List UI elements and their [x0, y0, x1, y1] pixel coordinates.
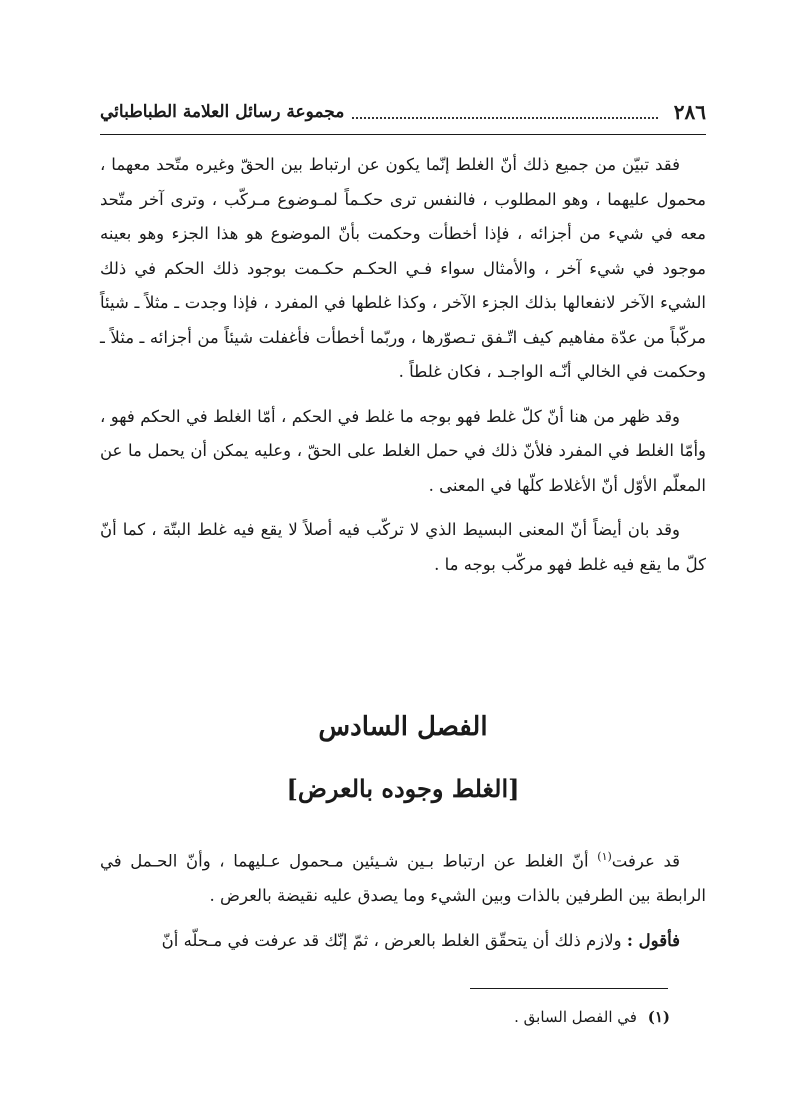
paragraph: وقد بان أيضاً أنّ المعنى البسيط الذي لا تركّب فيه أصلاً لا يقع فيه غلط البتّة ، كما أنّ كلّ ما يقع فيه غلط فهو مركّب بوجه ما .	[100, 520, 706, 574]
page-number: ٢٨٦	[673, 100, 706, 124]
paragraph: فقد تبيّن من جميع ذلك أنّ الغلط إنّما يكون عن ارتباط بين الحقّ وغيره متّحد معهما ، محمول عليهما ، وهو المطلوب ، فالنفس ترى حكـماً لمـوضوع مـركّب ، وترى آخر متّحد معه في شيء من أجزائه ، فإذا أخطأت وحكمت بأنّ الموضوع هو هذا الجزء وهو بعينه موجود في شيء آخر ، والأمثال سواء فـي الحكـم حكـمت بوجود ذلك الحكم في ذلك الشيء الآخر لانفعالها بذلك الجزء الآخر ، وكذا غلطها في المفرد ، فإذا وجدت ـ مثلاً ـ شيئاً مركّباً من عدّة مفاهيم كيف اتّـفق تـصوّرها ، وربّما أخطأت فأغفلت شيئاً من أجزائه ـ مثلاً ـ وحكمت في الخالي أنّـه الواجـد ، فكان غلطاً .	[100, 155, 706, 381]
header-rule	[100, 134, 706, 135]
header-dot-leader	[352, 105, 657, 119]
paragraph: وقد ظهر من هنا أنّ كلّ غلط فهو بوجه ما غلط في الحكم ، أمّا الغلط في الحكم فهو ، وأمّا الغلط في المفرد فلأنّ ذلك في حمل الغلط على الحقّ ، وعليه يمكن أن يحمل ما عن المعلّم الأوّل أنّ الأغلاط كلّها في المعنى .	[100, 406, 706, 495]
chapter-title: الفصل السادس	[318, 712, 488, 742]
running-title: مجموعة رسائل العلامة الطباطبائي	[100, 102, 345, 122]
footnote-rule	[470, 988, 668, 989]
paragraph-text: أنّ الغلط عن ارتباط بـين شـيئين مـحمول عـليهما ، وأنّ الحـمل في الرابطة بين الطرفين بالذات وبين الشيء وما يصدق عليه نقيضة بالعرض .	[100, 851, 706, 905]
footnote-marker: (١)	[647, 1008, 670, 1026]
section-title: [الغلط وجوده بالعرض]	[286, 774, 520, 803]
page-header	[100, 92, 706, 132]
paragraph	[100, 924, 706, 959]
paragraph	[100, 840, 706, 914]
lead-word: فأقول :	[626, 930, 680, 950]
section-text	[100, 840, 706, 968]
paragraph-text: ولازم ذلك أن يتحقّق الغلط بالعرض ، ثمّ إنّك قد عرفت في مـحلّه أنّ	[161, 930, 627, 950]
footnote	[100, 1008, 670, 1026]
footnote-text: في الفصل السابق .	[514, 1008, 637, 1026]
main-text	[100, 148, 706, 592]
paragraph-text: قد عرفت	[611, 851, 680, 871]
footnote-reference: (١)	[597, 850, 612, 863]
